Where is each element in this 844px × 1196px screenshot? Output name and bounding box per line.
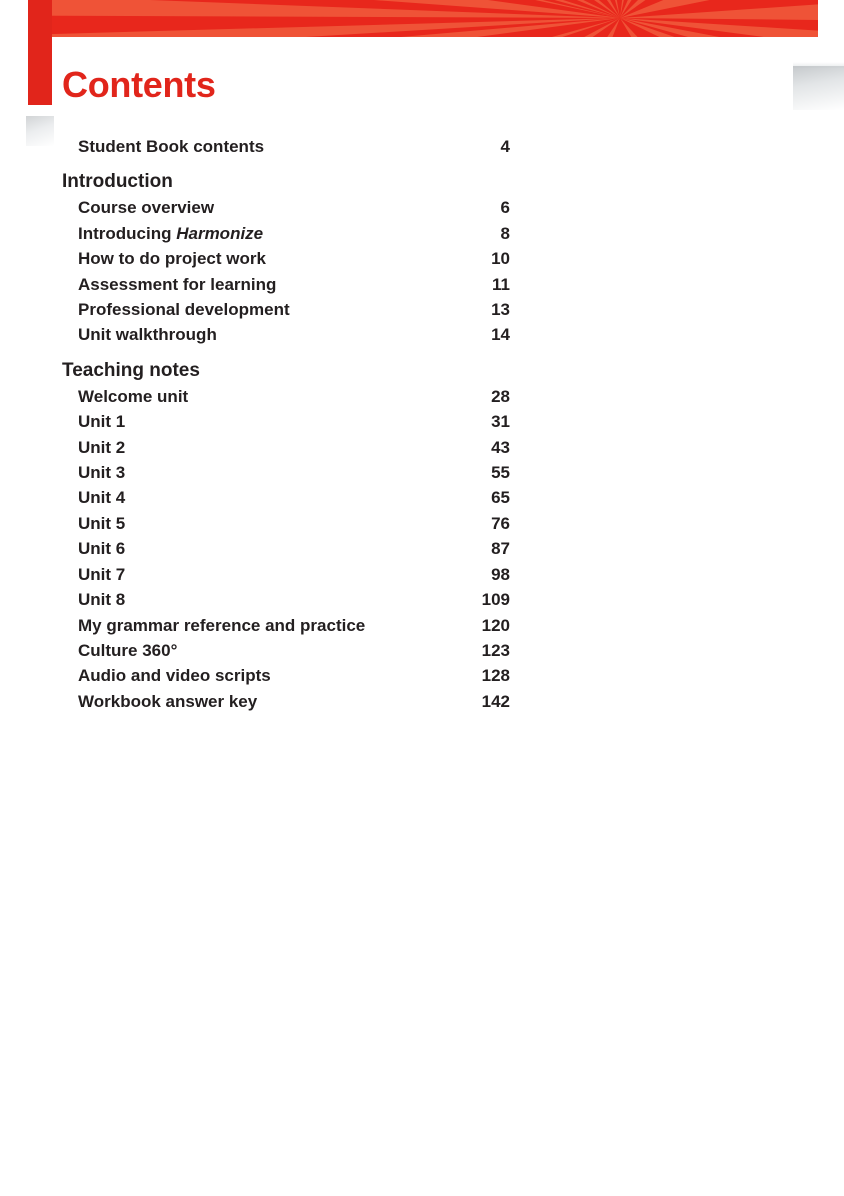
toc-page-number: 128	[481, 666, 510, 686]
toc-page-number: 142	[481, 691, 510, 711]
toc-row[interactable]	[62, 409, 510, 434]
toc-page-number: 120	[481, 615, 510, 635]
toc-page-number: 10	[491, 249, 510, 269]
toc-entry-label: Culture 360°	[78, 640, 178, 660]
toc-entry-label: Professional development	[78, 300, 290, 320]
toc-row[interactable]	[62, 272, 510, 297]
sheet-shadow-right	[793, 66, 844, 110]
toc-row[interactable]	[62, 638, 510, 663]
toc-page-number: 43	[491, 437, 510, 457]
page-title: Contents	[62, 64, 216, 105]
toc-entry-label: Assessment for learning	[78, 274, 277, 294]
sunburst-rays-graphic	[28, 0, 818, 37]
toc-entry-label: Unit 8	[78, 590, 126, 610]
toc-section-heading: Introduction	[62, 171, 173, 193]
toc-entry-label: Unit 1	[78, 412, 126, 432]
toc-body	[62, 134, 510, 714]
header-left-red-tab	[28, 0, 52, 105]
table-of-contents	[62, 134, 510, 714]
toc-row[interactable]	[62, 297, 510, 322]
toc-entry-label: Workbook answer key	[78, 691, 258, 711]
toc-page-number: 14	[491, 325, 510, 345]
toc-row[interactable]	[62, 562, 510, 587]
toc-page-number: 11	[492, 274, 510, 294]
toc-row[interactable]	[62, 613, 510, 638]
toc-row[interactable]	[62, 384, 510, 409]
toc-entry-label: Unit walkthrough	[78, 325, 217, 345]
toc-page-number: 109	[481, 590, 510, 610]
toc-row[interactable]	[62, 246, 510, 271]
toc-row[interactable]	[62, 134, 510, 159]
toc-entry-label: How to do project work	[78, 249, 266, 269]
toc-row[interactable]	[62, 511, 510, 536]
toc-entry-label: Unit 3	[78, 463, 126, 483]
toc-page-number: 123	[481, 640, 510, 660]
toc-row[interactable]	[62, 435, 510, 460]
toc-entry-label: Unit 5	[78, 513, 126, 533]
toc-section	[62, 169, 510, 347]
toc-page-number: 76	[491, 513, 510, 533]
toc-page-number: 8	[500, 223, 510, 243]
toc-row[interactable]	[62, 536, 510, 561]
toc-entry-label: Unit 2	[78, 437, 126, 457]
toc-section	[62, 358, 510, 714]
toc-row[interactable]	[62, 195, 510, 220]
toc-entry-label: Unit 4	[78, 488, 126, 508]
toc-page-number: 98	[491, 564, 510, 584]
toc-entry-label: Audio and video scripts	[78, 666, 271, 686]
sheet-shadow-left	[26, 116, 54, 146]
header-sunburst-banner	[28, 0, 818, 37]
toc-page-number: 13	[491, 300, 510, 320]
toc-page-number: 28	[491, 386, 510, 406]
toc-row[interactable]	[62, 587, 510, 612]
toc-section-heading: Teaching notes	[62, 359, 200, 381]
toc-entry-label: Unit 6	[78, 539, 126, 559]
toc-page-number: 55	[491, 463, 510, 483]
toc-entry-label: Student Book contents	[78, 137, 265, 156]
toc-row[interactable]	[62, 485, 510, 510]
toc-page-number: 4	[500, 137, 510, 156]
toc-page-number: 65	[491, 488, 510, 508]
toc-entry-label-italic: Harmonize	[176, 223, 264, 243]
toc-page-number: 87	[491, 539, 510, 559]
toc-entry-label: Course overview	[78, 198, 215, 218]
toc-row[interactable]	[62, 221, 510, 246]
toc-row[interactable]	[62, 689, 510, 714]
toc-page-number: 31	[491, 412, 510, 432]
toc-entry-label: My grammar reference and practice	[78, 615, 366, 635]
toc-page-number: 6	[500, 198, 510, 218]
toc-entry-label: Welcome unit	[78, 386, 189, 406]
toc-entry-label: Unit 7	[78, 564, 126, 584]
toc-row[interactable]	[62, 322, 510, 347]
toc-entry-label: Introducing Harmonize	[78, 223, 264, 243]
toc-row[interactable]	[62, 460, 510, 485]
toc-row[interactable]	[62, 663, 510, 688]
